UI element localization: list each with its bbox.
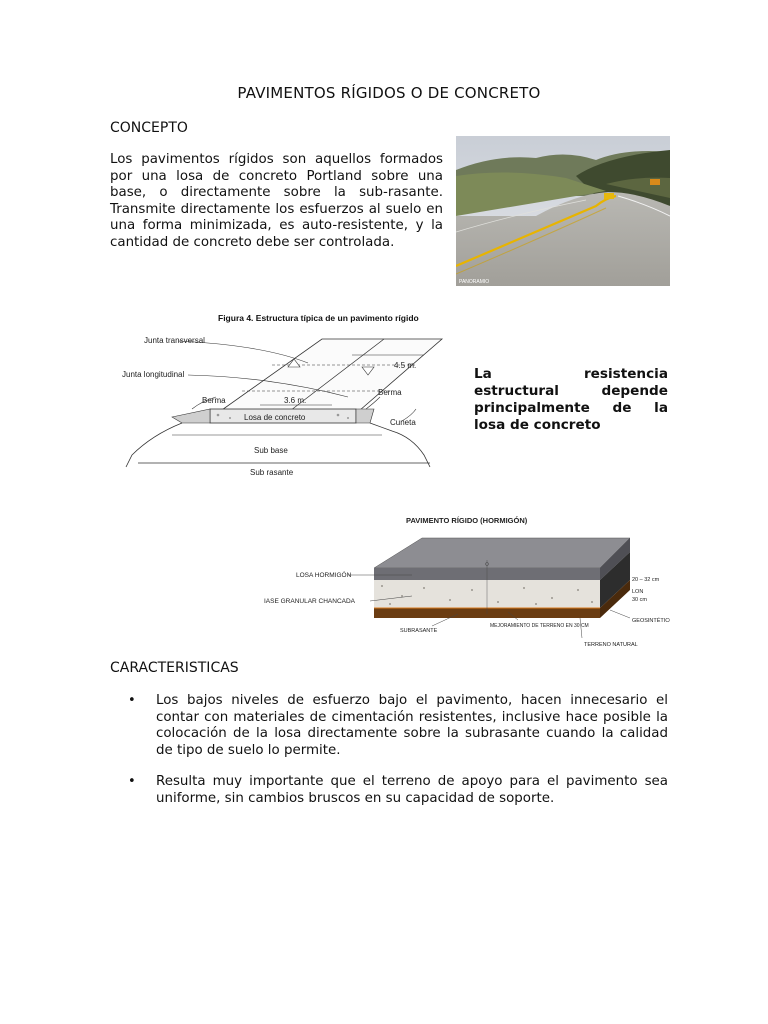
label-dim-lon: LON: [632, 589, 644, 595]
road-photo: [456, 136, 670, 286]
label-sub-rasante: Sub rasante: [250, 468, 294, 477]
figure4-diagram: [112, 305, 462, 485]
caracteristicas-heading: CARACTERISTICAS: [110, 660, 239, 676]
list-item-text: Los bajos niveles de esfuerzo bajo el pavimento, hacen innecesario el contar con materiales de cimentación resistentes, inclusive hace posible la colocación de la losa directamente sobre la subrasante cuando la calidad de tipo de suelo lo permite.: [156, 693, 668, 758]
label-dim-36: 3.6 m.: [284, 396, 307, 405]
label-junta-longitudinal: Junta longitudinal: [122, 370, 185, 379]
concepto-paragraph: Los pavimentos rígidos son aquellos formados por una losa de concreto Portland sobre una base, o directamente sobre la sub-rasante. Transmite directamente los esfuerzos al suelo en una forma minimizada, es auto-resistente, y la cantidad de concreto debe ser controlada.: [110, 152, 443, 250]
caracteristicas-list: [110, 693, 668, 822]
label-geosintetico: GEOSINTÉTICO: [632, 618, 670, 624]
label-sub-base: Sub base: [254, 446, 288, 455]
page-title: PAVIMENTOS RÍGIDOS O DE CONCRETO: [237, 84, 541, 102]
photo-watermark: PANORAMIO: [459, 279, 490, 285]
label-dim-20-32: 20 – 32 cm: [632, 577, 660, 583]
label-subrasante: SUBRASANTE: [400, 628, 438, 634]
label-berma-right: Berma: [378, 388, 402, 397]
list-item: [110, 774, 668, 807]
bullet-icon: •: [128, 774, 136, 789]
resistance-text: La resistencia estructural depende principalmente de la losa de concreto: [474, 366, 668, 433]
list-item: [110, 693, 668, 759]
concepto-heading: CONCEPTO: [110, 120, 188, 136]
road-photo-illustration: [456, 136, 670, 286]
hormigon-diagram: [262, 510, 670, 650]
label-losa: Losa de concreto: [244, 413, 306, 422]
list-item-text: Resulta muy importante que el terreno de apoyo para el pavimento sea uniforme, sin cambios bruscos en su capacidad de soporte.: [156, 774, 668, 806]
label-terreno-natural: TERRENO NATURAL: [584, 642, 638, 648]
label-losa-hormigon: LOSA HORMIGÓN: [296, 572, 352, 579]
label-dim-30: 30 cm: [632, 597, 647, 603]
bullet-icon: •: [128, 693, 136, 708]
label-base-granular: IASE GRANULAR CHANCADA: [264, 598, 356, 605]
label-cuneta: Cuneta: [390, 418, 416, 427]
hormigon-title: PAVIMENTO RÍGIDO (HORMIGÓN): [406, 516, 528, 525]
label-junta-transversal: Junta transversal: [144, 336, 205, 345]
figure4-caption: Figura 4. Estructura típica de un pavimento rígido: [218, 313, 419, 323]
label-dim-45: 4.5 m.: [394, 361, 417, 370]
label-mejoramiento: MEJORAMIENTO DE TERRENO EN 30 CM: [490, 623, 589, 629]
label-berma-left: Berma: [202, 396, 226, 405]
